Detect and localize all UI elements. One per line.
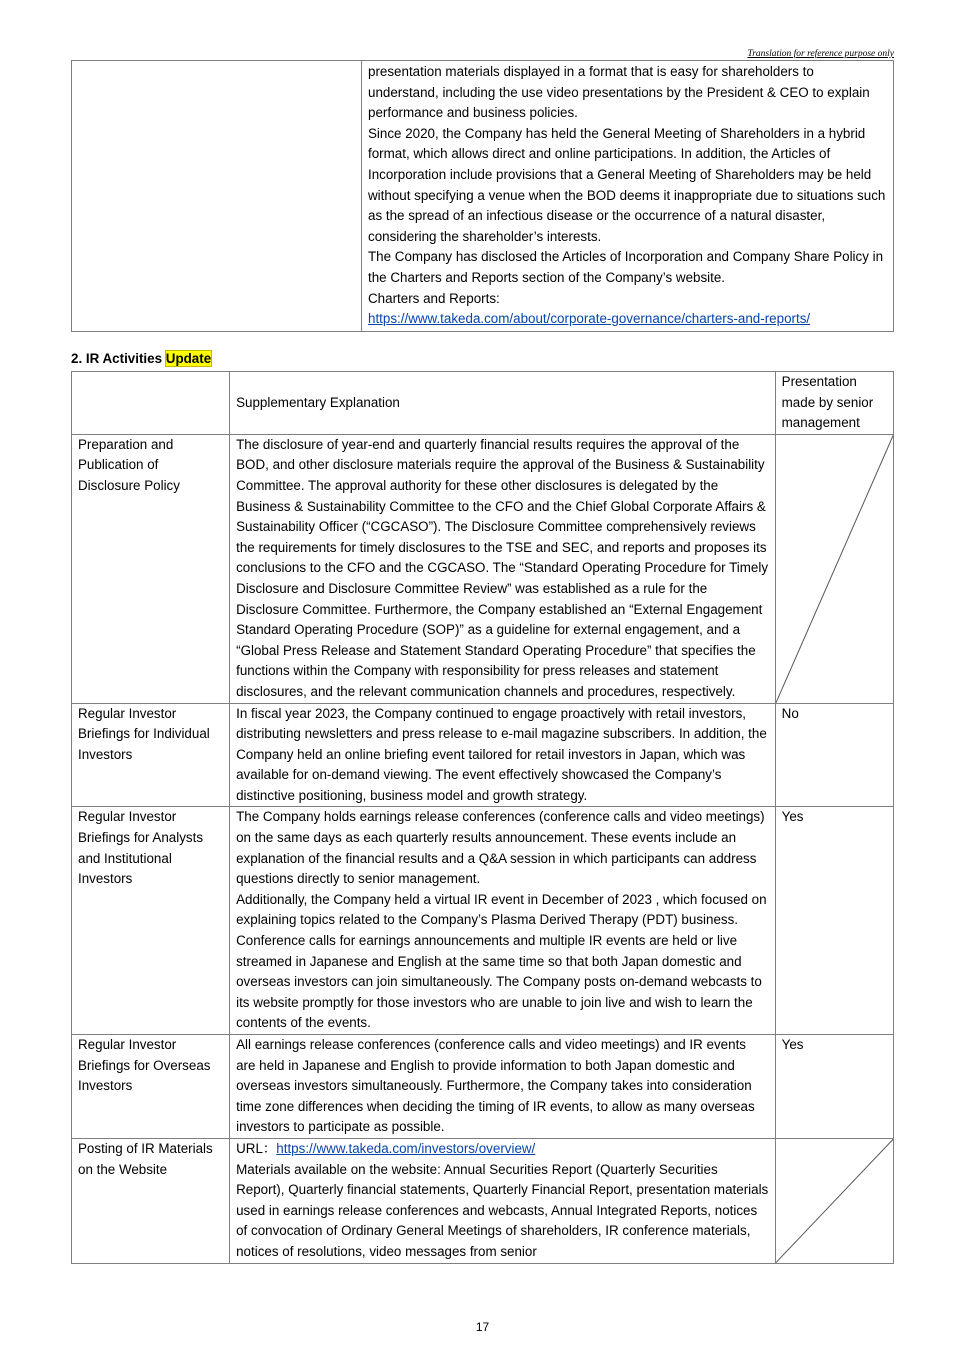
paragraph: presentation materials displayed in a format that is easy for shareholders to understand, including the use video presentations by the President & CEO to explain performance and business policies.	[368, 64, 870, 121]
table-row	[72, 61, 894, 332]
row-explanation	[230, 807, 776, 1035]
paragraph: The Company has disclosed the Articles of Incorporation and Company Share Policy in the Charters and Reports section of the Company’s website.	[368, 249, 884, 285]
explanation-cell	[362, 61, 894, 332]
row-label: Preparation and Publication of Disclosure Policy	[72, 434, 230, 703]
shareholder-meeting-table	[71, 60, 894, 332]
empty-label-cell	[72, 61, 362, 332]
section-title: 2. IR Activities	[71, 351, 163, 366]
row-label: Posting of IR Materials on the Website	[72, 1138, 230, 1263]
investors-overview-link[interactable]: https://www.takeda.com/investors/overview/	[276, 1140, 536, 1156]
table-row	[72, 1035, 894, 1139]
table-header-row	[72, 372, 894, 435]
not-applicable-cell	[775, 434, 893, 703]
charters-reports-link[interactable]: https://www.takeda.com/about/corporate-governance/charters-and-reports/	[368, 311, 811, 327]
url-label: URL：	[236, 1140, 277, 1156]
paragraph: Materials available on the website: Annual Securities Report (Quarterly Securities Report), Quarterly financial statements, Quarterly Financial Report, presentation materials used in earnings release conferences and webcasts, Annual Integrated Reports, notices of convocation of Ordinary General Meetings of shareholders, IR conference materials, notices of resolutions, video messages from senior	[236, 1161, 769, 1259]
header-cell: Supplementary Explanation	[230, 372, 776, 435]
row-explanation: The disclosure of year-end and quarterly financial results requires the approval of the BOD, and other disclosure materials require the approval of the Business & Sustainability Committee. The approval authority for these other disclosures is delegated by the Business & Sustainability Committee to the CFO and the Chief Global Corporate Affairs & Sustainability Officer (“CGCASO”). The Disclosure Committee comprehensively reviews the requirements for timely disclosures to the TSE and SEC, and reports and proposes its conclusions to the CFO and the CGCASO. The “Standard Operating Procedure for Timely Disclosure and Disclosure Committee Review” was established as a rule for the Disclosure Committee. Furthermore, the Company established an “External Engagement Standard Operating Procedure (SOP)” as a guideline for external engagement, and a “Global Press Release and Statement Standard Operating Procedure” that specifies the functions within the Company with responsibility for press releases and statement disclosures, and the relevant communication channels and procedures, respectively.	[230, 434, 776, 703]
update-badge: Update	[165, 351, 212, 366]
header-cell: Presentation made by senior management	[775, 372, 893, 435]
row-explanation: In fiscal year 2023, the Company continued to engage proactively with retail investors, distributing newsletters and press release to e-mail magazine subscribers. In addition, the Company held an online briefing event tailored for retail investors in Japan, which was available for on-demand viewing. The event effectively showcased the Company’s distinctive positioning, business model and growth strategy.	[230, 703, 776, 807]
not-applicable-cell	[775, 1138, 893, 1263]
presentation-value: No	[775, 703, 893, 807]
row-explanation: All earnings release conferences (conference calls and video meetings) and IR events are held in Japanese and English to provide information to both Japan domestic and overseas investors simultaneously. Furthermore, the Company takes into consideration time zone differences when deciding the timing of IR events, to allow as many overseas investors to participate as possible.	[230, 1035, 776, 1139]
page-number: 17	[475, 1320, 490, 1334]
diagonal-line-icon	[776, 435, 893, 703]
table-row	[72, 434, 894, 703]
row-label: Regular Investor Briefings for Analysts and Institutional Investors	[72, 807, 230, 1035]
translation-note: Translation for reference purpose only	[747, 49, 894, 59]
section-heading	[71, 351, 211, 366]
paragraph: Additionally, the Company held a virtual IR event in December of 2023 , which focused on explaining topics related to the Company’s Plasma Derived Therapy (PDT) business. Conference calls for earnings announcements and multiple IR events are held or live streamed in Japanese and English at the same time so that both Japan domestic and overseas investors can join simultaneously. The Company posts on-demand webcasts to its website promptly for those investors who are unable to join live and wish to learn the contents of the events.	[236, 891, 767, 1031]
presentation-value: Yes	[775, 1035, 893, 1139]
diagonal-line-icon	[776, 1139, 893, 1263]
row-explanation	[230, 1138, 776, 1263]
row-label: Regular Investor Briefings for Overseas Investors	[72, 1035, 230, 1139]
table-row	[72, 807, 894, 1035]
table-row	[72, 1138, 894, 1263]
row-label: Regular Investor Briefings for Individual Investors	[72, 703, 230, 807]
header-cell	[72, 372, 230, 435]
url-line	[236, 1139, 769, 1160]
paragraph: Since 2020, the Company has held the General Meeting of Shareholders in a hybrid format, which allows direct and online participations. In addition, the Articles of Incorporation include provisions that a General Meeting of Shareholders may be held without specifying a venue when the BOD deems it inappropriate due to situations such as the spread of an infectious disease or the occurrence of a natural disaster, considering the shareholder’s interests.	[368, 125, 886, 244]
presentation-value: Yes	[775, 807, 893, 1035]
paragraph: The Company holds earnings release conferences (conference calls and video meetings) on the same days as each quarterly results announcement. These events include an explanation of the financial results and a Q&A session in which participants can address questions directly to senior management.	[236, 809, 765, 887]
table-row	[72, 703, 894, 807]
paragraph: Charters and Reports:	[368, 290, 500, 306]
ir-activities-table	[71, 371, 894, 1264]
